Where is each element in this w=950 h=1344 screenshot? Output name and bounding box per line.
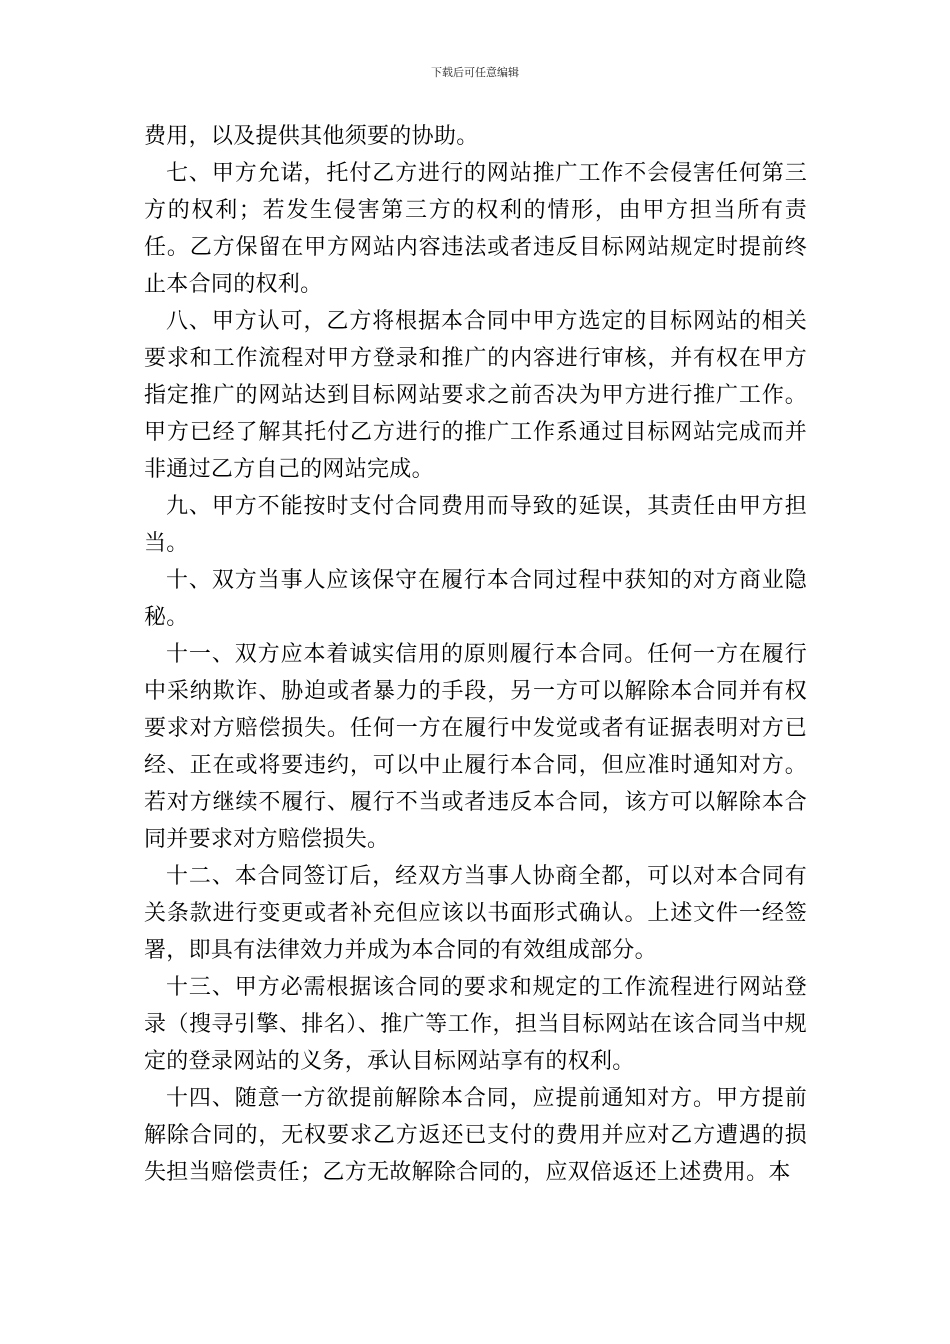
paragraph-clause-10: 十、双方当事人应该保守在履行本合同过程中获知的对方商业隐秘。 (144, 568, 807, 630)
paragraph-continuation: 费用，以及提供其他须要的协助。 (144, 124, 479, 149)
paragraph-clause-11: 十一、双方应本着诚实信用的原则履行本合同。任何一方在履行中采纳欺诈、胁迫或者暴力的手段，另一方可以解除本合同并有权要求对方赔偿损失。任何一方在履行中发觉或者有证据表明对方已经、正在或将要违约，可以中止履行本合同，但应准时通知对方。若对方继续不履行、履行不当或者违反本合同，该方可以解除本合同并要求对方赔偿损失。 (144, 642, 807, 852)
paragraph-clause-12: 十二、本合同签订后，经双方当事人协商全都，可以对本合同有关条款进行变更或者补充但应该以书面形式确认。上述文件一经签署，即具有法律效力并成为本合同的有效组成部分。 (144, 864, 807, 963)
paragraph-clause-9: 九、甲方不能按时支付合同费用而导致的延误，其责任由甲方担当。 (144, 494, 807, 556)
document-body (144, 118, 807, 1191)
paragraph-clause-13: 十三、甲方必需根据该合同的要求和规定的工作流程进行网站登录（搜寻引擎、排名）、推广等工作，担当目标网站在该合同当中规定的登录网站的义务，承认目标网站享有的权利。 (144, 975, 807, 1074)
page-header-note: 下载后可任意编辑 (431, 66, 519, 79)
paragraph-clause-8: 八、甲方认可，乙方将根据本合同中甲方选定的目标网站的相关要求和工作流程对甲方登录和推广的内容进行审核，并有权在甲方指定推广的网站达到目标网站要求之前否决为甲方进行推广工作。甲方已经了解其托付乙方进行的推广工作系通过目标网站完成而并非通过乙方自己的网站完成。 (144, 309, 807, 482)
paragraph-clause-7: 七、甲方允诺，托付乙方进行的网站推广工作不会侵害任何第三方的权利；若发生侵害第三方的权利的情形，由甲方担当所有责任。乙方保留在甲方网站内容违法或者违反目标网站规定时提前终止本合同的权利。 (144, 161, 807, 297)
paragraph-clause-14: 十四、随意一方欲提前解除本合同，应提前通知对方。甲方提前解除合同的，无权要求乙方返还已支付的费用并应对乙方遭遇的损失担当赔偿责任；乙方无故解除合同的，应双倍返还上述费用。本 (144, 1086, 807, 1185)
